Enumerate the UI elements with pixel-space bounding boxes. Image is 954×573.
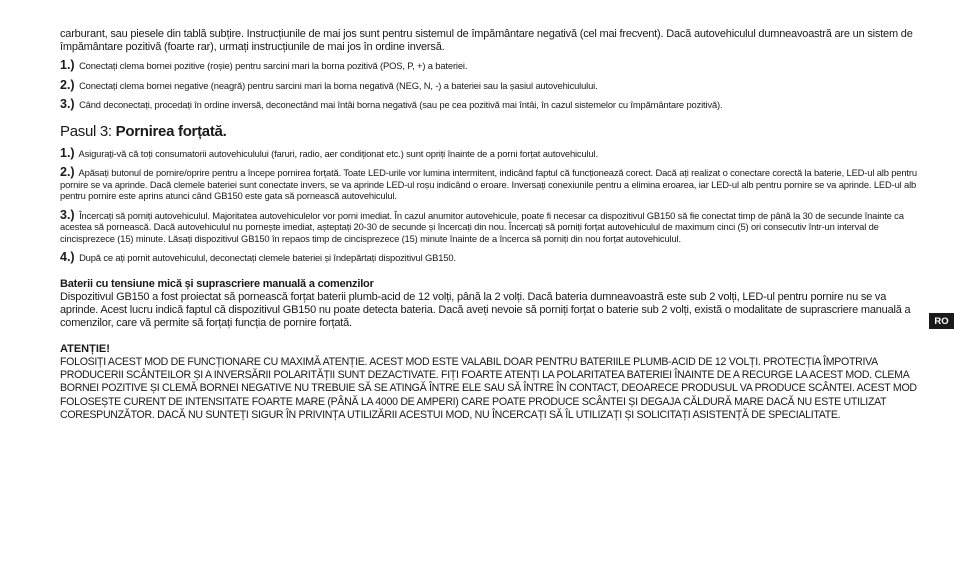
step-number: 3.) [60, 97, 75, 111]
step-text: Conectați clema bornei negative (neagră) pentru sarcini mari la borna negativă (NEG, N, -) a bateriei sau la șasiul autovehiculului. [79, 79, 598, 91]
step-text: Asigurați-vă că toți consumatorii autovehiculului (faruri, radio, aer condiționat etc.) sunt opriți înainte de a porni forțat autovehiculul. [78, 147, 598, 159]
heading-title: Pornirea forțată. [115, 122, 227, 140]
step-number: 1.) [60, 145, 75, 160]
prep-step-3 [60, 99, 922, 111]
step-number: 2.) [60, 165, 75, 179]
step-text: După ce ați pornit autovehiculul, deconectați clemele bateriei și îndepărtați dispozitivul GB150. [79, 252, 456, 263]
step-text: Încercați să porniți autovehiculul. Majoritatea autovehiculelor vor porni imediat. În cazul anumitor autovehicule, poate fi necesar ca dispozitivul GB150 să fie conectat timp de până la 30 de secunde înainte ca acestea să pornească. Dacă autovehiculul nu pornește imediat, așteptați 20-30 de secunde și încercați din nou. Încercați să porniți forțat autovehiculul de maximum cinci (5) ori consecutiv într-un interval de cincisprezece (15) minute. Lăsați dispozitivul GB150 în repaos timp de cincisprezece (15) minute înainte de a încerca să porniți din nou forțat autovehiculul. [60, 209, 904, 244]
step-text: Când deconectați, procedați în ordine inversă, deconectând mai întâi borna negativă (sau pe cea pozitivă mai întâi, în cazul sistemelor cu împământare pozitivă). [79, 99, 723, 110]
prep-step-1 [60, 60, 922, 72]
jump-step-1 [60, 145, 922, 160]
jump-step-2 [60, 167, 922, 202]
step3-heading [60, 124, 922, 140]
step-number: 2.) [60, 77, 75, 92]
low-voltage-title: Baterii cu tensiune mică și suprascriere manuală a comenzilor [60, 277, 374, 290]
language-badge: RO [929, 313, 954, 329]
jump-step-3 [60, 207, 922, 245]
warning-title: ATENȚIE! [60, 342, 110, 355]
low-voltage-paragraph: Dispozitivul GB150 a fost proiectat să pornească forțat baterii plumb-acid de 12 volți, până la 2 volți. Dacă bateria dumneavoastră este sub 2 volți, LED-ul pentru pornire nu se va aprinde. Acest lucru indică faptul că dispozitivul GB150 nu poate detecta bateria. Dacă aveți nevoie să porniți forțat o baterie sub 2 volți, există o modalitate de suprascriere manuală a comenzilor, care vă permite să forțați funcția de pornire forțată. [60, 290, 911, 329]
heading-prefix: Pasul 3: [60, 122, 116, 140]
step-number: 4.) [60, 250, 75, 264]
prep-step-2 [60, 77, 922, 92]
jump-step-4 [60, 252, 922, 264]
step-number: 1.) [60, 58, 75, 72]
step-text: Conectați clema bornei pozitive (roșie) pentru sarcini mari la borna pozitivă (POS, P, +) a bateriei. [79, 60, 468, 71]
document-page [60, 28, 922, 423]
intro-paragraph: carburant, sau piesele din tablă subțire. Instrucțiunile de mai jos sunt pentru sistemul de împământare negativă (cel mai frecvent). Dacă autovehiculul dumneavoastră are un sistem de împământare pozitivă (foarte rar), urmați instrucțiunile de mai jos în ordine inversă. [60, 28, 913, 53]
warning-paragraph: FOLOSIȚI ACEST MOD DE FUNCȚIONARE CU MAXIMĂ ATENȚIE. ACEST MOD ESTE VALABIL DOAR PENTRU BATERIILE PLUMB-ACID DE 12 VOLȚI. PROTECȚIA ÎMPOTRIVA PRODUCERII SCÂNTEILOR ȘI A INVERSĂRII POLARITĂȚII SUNT DEZACTIVATE. FIȚI FOARTE ATENȚI LA POLARITATEA BATERIEI ÎNAINTE DE A RECURGE LA ACEST MOD. CLEMA BORNEI POZITIVE ȘI CLEMĂ BORNEI NEGATIVE NU TREBUIE SĂ SE ATINGĂ ÎNTRE ELE SAU SĂ ÎNTRE ÎN CONTACT, DEOARECE PRODUSUL VA PRODUCE SCÂNTEI. ACEST MOD FOLOSEȘTE CURENT DE INTENSITATE FOARTE MARE (PÂNĂ LA 4000 DE AMPERI) CARE POATE PRODUCE SCÂNTEI ȘI DEGAJA CĂLDURĂ MARE DACĂ NU ESTE UTILIZAT CORESPUNZĂTOR. DACĂ NU SUNTEȚI SIGUR ÎN PRIVINȚA UTILIZĂRII ACESTUI MOD, NU ÎNCERCAȚI SĂ ÎL UTILIZAȚI ȘI SOLICITAȚI ASISTENȚĂ DE SPECIALITATE. [60, 355, 917, 422]
step-number: 3.) [60, 207, 75, 222]
step-text: Apăsați butonul de pornire/oprire pentru a începe pornirea forțată. Toate LED-urile vor lumina intermitent, indicând faptul că funcționează corect. Dacă ați realizat o conectare corectă la baterie, LED-ul alb pentru pornire se va aprinde. Dacă clemele bateriei sunt conectate invers, se va aprinde LED-ul roșu indicând o eroare. Inversați conexiunile pentru a elimina eroarea, iar LED-ul alb pentru pornire se va aprinde. LED-ul alb pentru pornire este aprins atunci când GB150 este gata să pornească autovehiculul. [60, 167, 917, 201]
